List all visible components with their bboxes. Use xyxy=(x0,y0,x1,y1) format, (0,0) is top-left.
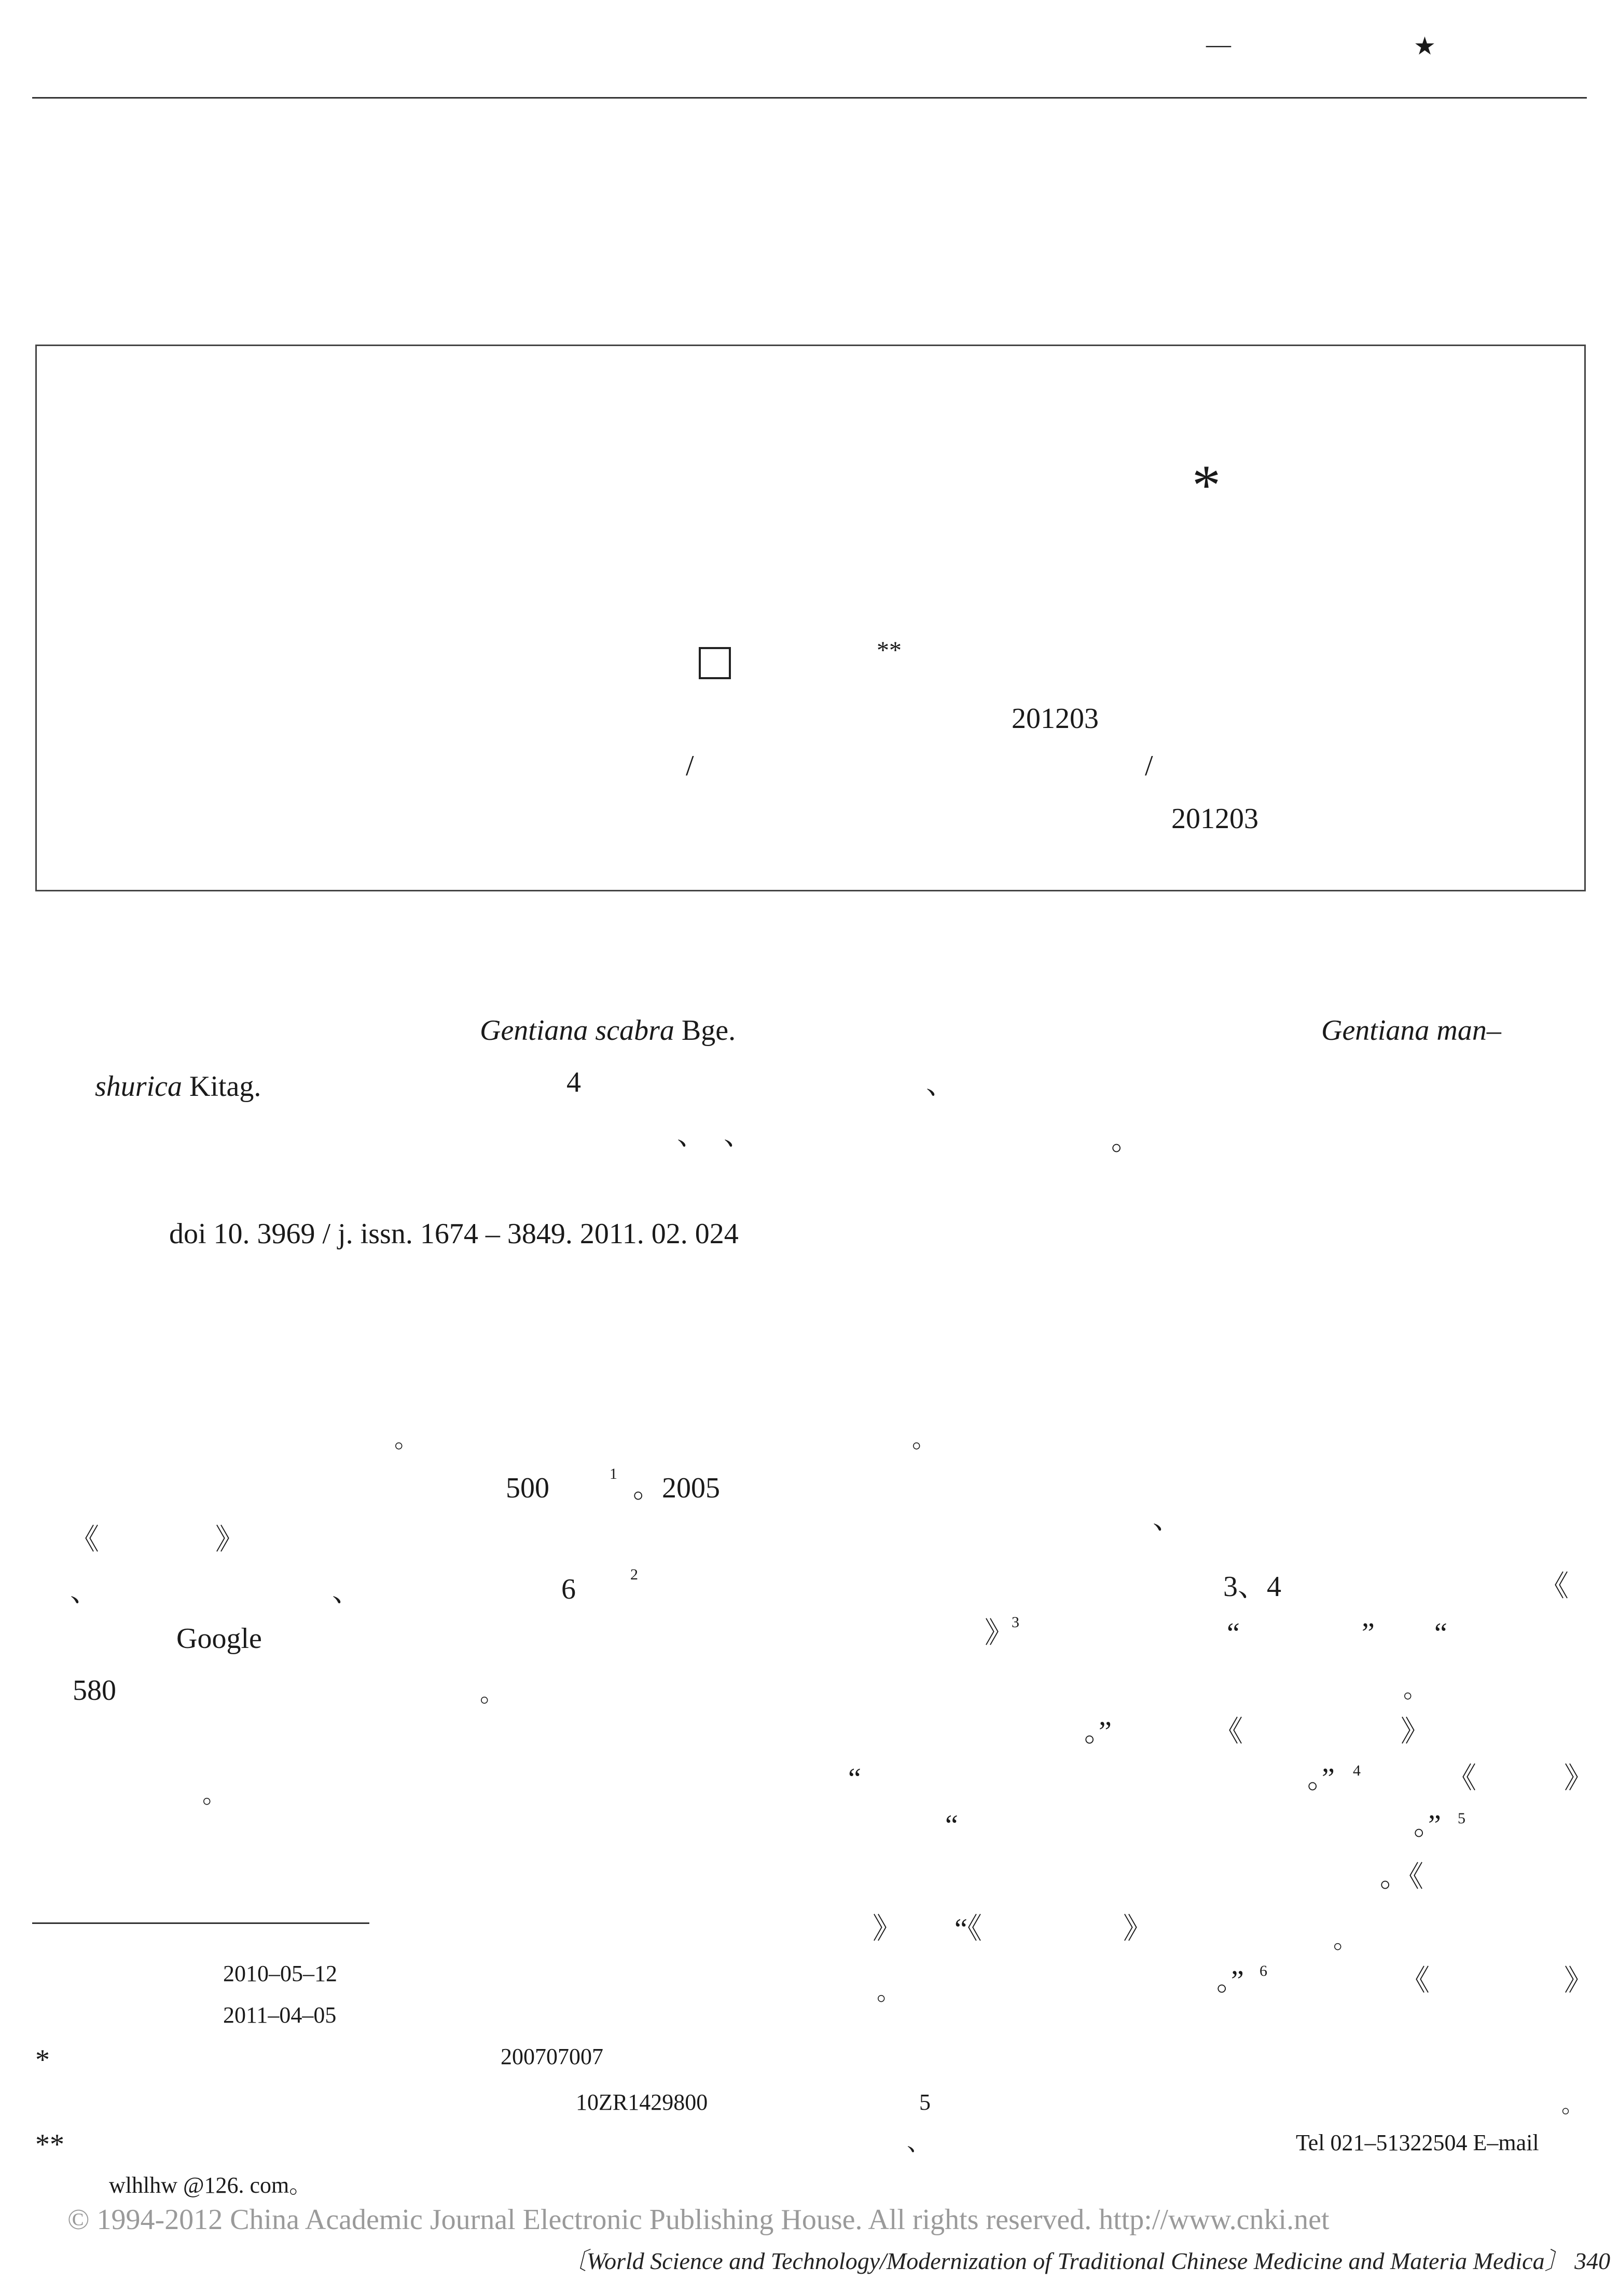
species-name-2a: Gentiana man– xyxy=(1321,1014,1501,1047)
species-author-1: Bge. xyxy=(681,1014,736,1047)
grant-number-1: 200707007 xyxy=(501,2044,603,2069)
header-rule xyxy=(32,97,1587,99)
right-book-open-6: 《 xyxy=(1401,1965,1430,1997)
affiliation-slash-2: / xyxy=(1145,750,1153,782)
abstract-num-4: 4 xyxy=(566,1066,581,1098)
affiliation-zip-1: 201203 xyxy=(1012,703,1099,735)
affiliation-slash-1: / xyxy=(686,750,694,782)
right-ref-4: 4 xyxy=(1353,1762,1361,1779)
right-quote-open-4: “ xyxy=(945,1809,958,1841)
right-ref-3: 3 xyxy=(1012,1614,1019,1631)
right-period-book: 。《 xyxy=(1380,1861,1423,1893)
journal-footer: 〔World Science and Technology/Modernization of Traditional Chinese Medicine and Materia Medica〕 340 xyxy=(563,2248,1611,2274)
right-book-close-5: 》 xyxy=(1123,1913,1152,1945)
right-quote-close-1: ” xyxy=(1362,1617,1375,1649)
affiliation-zip-2: 201203 xyxy=(1171,803,1258,835)
left-n500: 500 xyxy=(506,1472,549,1504)
copyright-notice: © 1994-2012 China Academic Journal Electronic Publishing House. All rights reserved. http://www.cnki.net xyxy=(67,2204,1330,2236)
right-quote-book: “《 xyxy=(954,1913,982,1945)
footnote-rule xyxy=(32,1922,369,1924)
right-book-close-2: 》 xyxy=(1401,1716,1430,1748)
species-name-2b: shurica xyxy=(95,1070,182,1103)
left-mark-1: 、 xyxy=(70,1576,99,1608)
left-period-3: 。 xyxy=(202,1781,228,1808)
contact-email: wlhlhw @126. com。 xyxy=(109,2173,312,2198)
left-n6: 6 xyxy=(561,1573,576,1605)
right-period-quote-ref6: 。” xyxy=(1216,1965,1244,1997)
right-book-close-ref3: 》 xyxy=(985,1617,1014,1649)
right-quote-open-2: “ xyxy=(1434,1617,1447,1649)
left-book-close: 》 xyxy=(215,1524,244,1556)
grant-number-2: 10ZR1429800 xyxy=(576,2089,708,2115)
left-mark-2: 、 xyxy=(332,1576,361,1608)
left-book-open: 《 xyxy=(70,1524,99,1556)
right-book-close-3: 》 xyxy=(1564,1763,1593,1795)
abstract-period: 。 xyxy=(1111,1124,1140,1157)
abstract-line-2 xyxy=(95,1072,261,1101)
checkbox-icon xyxy=(699,647,731,679)
left-google: Google xyxy=(176,1623,262,1655)
right-refs-3-4: 3、4 xyxy=(1223,1571,1281,1603)
right-ref-6: 6 xyxy=(1260,1962,1267,1979)
left-n580: 580 xyxy=(73,1674,116,1707)
footnote-star: * xyxy=(35,2044,50,2076)
right-quote-close-period: 。” xyxy=(1084,1716,1112,1748)
left-2005: 。2005 xyxy=(633,1472,720,1504)
right-ref-5: 5 xyxy=(1458,1810,1465,1827)
revised-date: 2011–04–05 xyxy=(223,2002,337,2028)
right-period-quote-ref4: 。” xyxy=(1307,1763,1335,1795)
right-period-2: 。 xyxy=(1403,1675,1429,1703)
header-star-icon: ★ xyxy=(1414,33,1436,60)
right-quote-open-1: “ xyxy=(1227,1617,1240,1649)
author-stars: ** xyxy=(877,637,902,664)
right-book-open-1: 《 xyxy=(1540,1571,1569,1603)
grant-number-3: 5 xyxy=(919,2089,931,2115)
species-author-2: Kitag. xyxy=(189,1070,261,1103)
title-asterisk: * xyxy=(1192,453,1221,517)
left-ref-1: 1 xyxy=(610,1465,617,1482)
right-mark-1: 、 xyxy=(1153,1503,1182,1535)
left-period-1: 。 xyxy=(394,1425,420,1453)
right-period-1: 。 xyxy=(912,1425,937,1453)
footnote-mark: 、 xyxy=(907,2128,932,2156)
abstract-mark-c: 、 xyxy=(724,1119,753,1151)
title-box xyxy=(35,345,1586,891)
header-dash: — xyxy=(1206,31,1231,58)
right-book-close-6: 》 xyxy=(1564,1965,1593,1997)
doi: doi 10. 3969 / j. issn. 1674 – 3849. 2011. 02. 024 xyxy=(169,1218,739,1250)
abstract-mark-b: 、 xyxy=(677,1119,706,1151)
right-period-end: 。 xyxy=(1561,2092,1584,2118)
right-book-open-3: 《 xyxy=(1447,1763,1476,1795)
left-period-2: 。 xyxy=(480,1680,505,1707)
left-ref-2: 2 xyxy=(630,1566,638,1583)
right-period-quote-ref5: 。” xyxy=(1414,1809,1441,1841)
footnote-stars: ** xyxy=(35,2128,64,2161)
contact-tel: Tel 021–51322504 E–mail xyxy=(1296,2130,1539,2155)
received-date: 2010–05–12 xyxy=(223,1961,337,1986)
right-period-4: 。 xyxy=(877,1978,902,2005)
right-quote-open-3: “ xyxy=(848,1763,861,1795)
right-book-open-2: 《 xyxy=(1214,1716,1243,1748)
species-name-1: Gentiana scabra xyxy=(480,1014,674,1047)
abstract-line-1a xyxy=(480,1016,736,1045)
right-period-3: 。 xyxy=(1333,1926,1359,1954)
abstract-mark-a: 、 xyxy=(926,1068,955,1101)
right-book-close-4: 》 xyxy=(873,1913,902,1945)
